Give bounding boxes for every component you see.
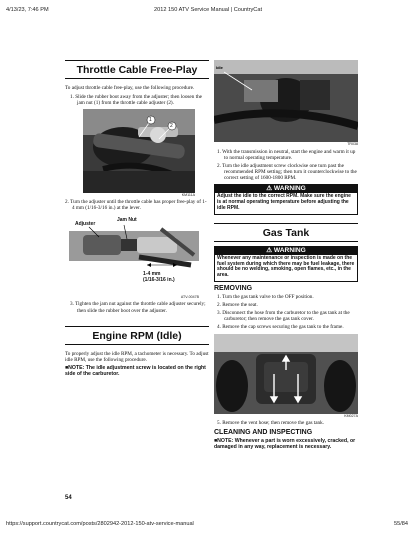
gas-tank-photo-caption: KM027A <box>344 413 358 418</box>
gas-step-1: 1. Turn the gas tank valve to the OFF position. <box>217 294 314 301</box>
idle-warning-box <box>214 184 358 214</box>
right-column <box>214 60 358 450</box>
carburetor-idle-photo <box>214 60 358 142</box>
section-title-gas-tank: Gas Tank <box>214 223 358 242</box>
gas-step-3: 3. Disconnect the hose from the carburetor to the gas tank at the carburetor; then remove the gas tank cover. <box>217 310 350 323</box>
idle-warning-text: Adjust the idle to the correct RPM. Make sure the engine is at normal operating temperature before adjusting the idle RPM. <box>217 193 351 212</box>
cleaning-note: ■NOTE: Whenever a part is worn excessively, cracked, or damaged in any way, replacement is necessary. <box>214 437 356 450</box>
print-page-count: 55/84 <box>394 521 408 527</box>
print-page-title: 2012 150 ATV Service Manual | CountryCat <box>154 7 262 13</box>
gas-step-4: 4. Remove the cap screws securing the gas tank to the frame. <box>217 324 344 331</box>
section-title-throttle: Throttle Cable Free-Play <box>65 60 209 79</box>
callout-2: 2 <box>170 123 173 130</box>
rpm-step-1: 1. With the transmission in neutral, start the engine and warm it up to normal operating temperature. <box>217 149 356 162</box>
cleaning-heading: CLEANING AND INSPECTING <box>214 428 313 436</box>
gas-tank-photo <box>214 334 358 414</box>
rpm-intro: To properly adjust the idle RPM, a tachometer is necessary. To adjust idle RPM, use the following procedure. <box>65 350 209 363</box>
left-column <box>65 60 209 377</box>
throttle-adjuster-diagram <box>69 213 199 295</box>
page-number: 54 <box>65 495 72 501</box>
removing-heading: REMOVING <box>214 285 253 293</box>
fuel-warning-heading: ⚠ WARNING <box>215 247 357 255</box>
idle-warning-heading: ⚠ WARNING <box>215 185 357 193</box>
fuel-warning-text: Whenever any maintenance or inspection is made on the fuel system during which there may be fuel leakage, there should be no welding, smoking, open flames, etc., in the area. <box>217 254 355 279</box>
throttle-photo-caption: KM111A <box>181 193 195 198</box>
throttle-step-1: 1. Slide the rubber boot away from the adjuster; then loosen the jam nut (1) from the throttle cable adjuster (2). <box>70 94 202 107</box>
idle-label: Idle <box>216 65 223 70</box>
label-jam-nut: Jam Nut <box>117 217 137 224</box>
diagram-caption: ATV-0047B <box>180 295 199 300</box>
rpm-step-2: 2. Turn the idle adjustment screw clockwise one turn past the recommended RPM setting; then turn it counterclockwise to the correct setting of 1600-1800 RPM. <box>217 163 357 182</box>
throttle-intro: To adjust throttle cable free-play, use the following procedure. <box>65 85 195 91</box>
callout-1: 1 <box>149 117 152 124</box>
throttle-step-3: 3. Tighten the jam nut against the throttle cable adjuster securely; then slide the rubber boot over the adjuster. <box>70 301 206 314</box>
label-free-play-in: (1/16-3/16 in.) <box>143 277 175 284</box>
print-url[interactable]: https://support.countrycat.com/posts/2802942-2012-150-atv-service-manual <box>6 521 194 527</box>
label-free-play: 1-4 mm <box>143 271 161 278</box>
print-datetime: 4/13/23, 7:46 PM <box>6 7 49 13</box>
throttle-lever-photo <box>83 109 195 193</box>
gas-step-2: 2. Remove the seat. <box>217 302 258 309</box>
gas-step-5: 5. Remove the vent hose; then remove the gas tank. <box>217 419 325 426</box>
carburetor-photo-caption: TR038 <box>347 142 358 146</box>
throttle-step-2: 2. Turn the adjuster until the throttle cable has proper free-play of 1-4 mm (1/16-3/16 in.) at the lever. <box>65 199 207 212</box>
rpm-note: ■NOTE: The idle adjustment screw is located on the right side of the carburetor. <box>65 364 206 377</box>
label-adjuster: Adjuster <box>75 221 96 228</box>
section-title-rpm: Engine RPM (Idle) <box>65 326 209 345</box>
fuel-warning-box <box>214 246 358 282</box>
